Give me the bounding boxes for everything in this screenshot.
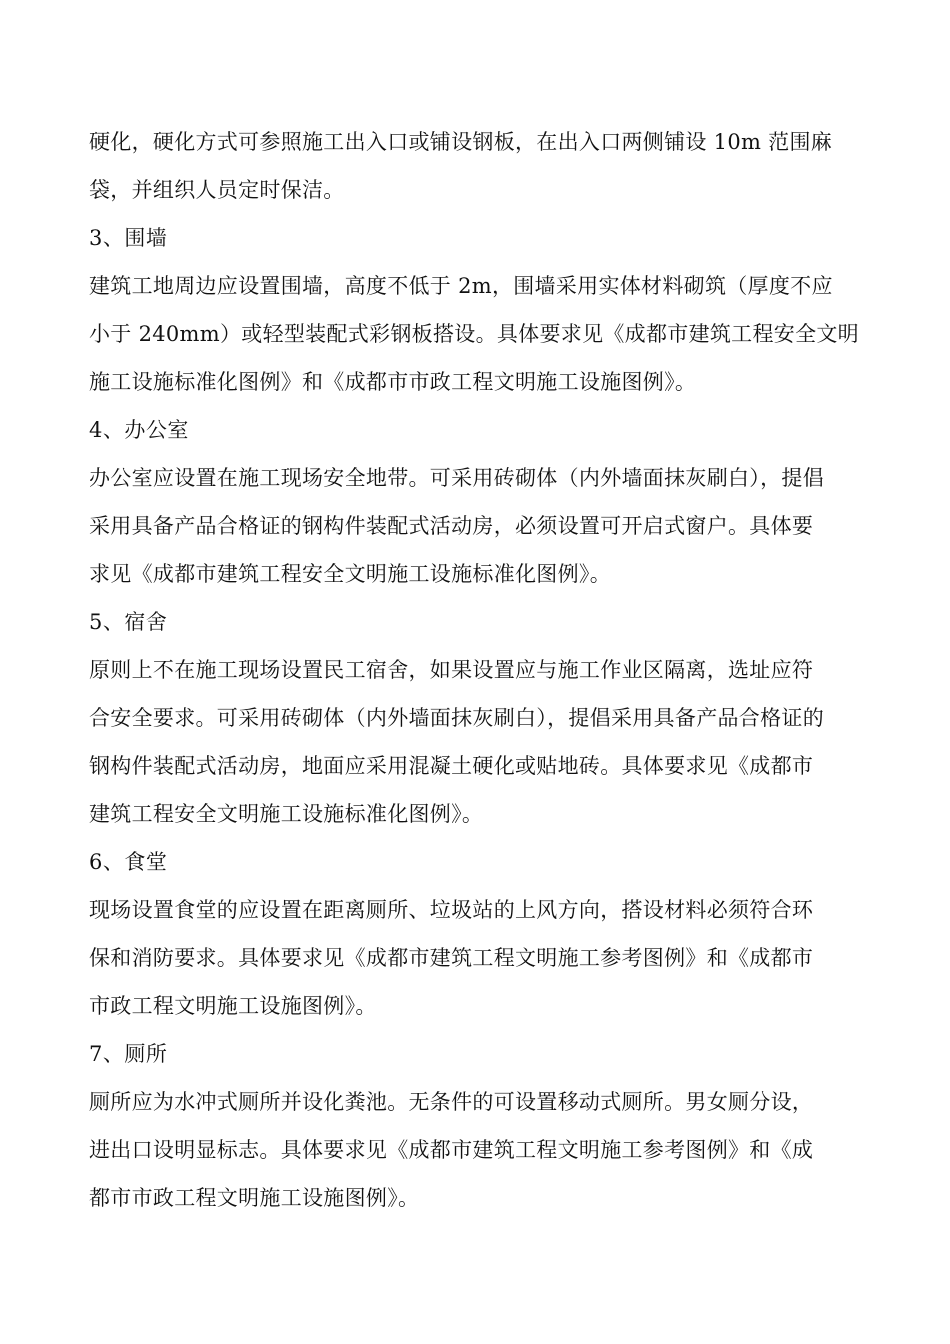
paragraph-line: 求见《成都市建筑工程安全文明施工设施标准化图例》。 (89, 562, 611, 586)
intro-paragraph (89, 118, 861, 214)
paragraph-line: 采用具备产品合格证的钢构件装配式活动房，必须设置可开启式窗户。具体要 (89, 514, 814, 538)
paragraph-line: 建筑工地周边应设置围墙，高度不低于 2m，围墙采用实体材料砌筑（厚度不应 (89, 274, 833, 298)
section-heading: 3、围墙 (89, 226, 168, 250)
paragraph-line: 钢构件装配式活动房，地面应采用混凝土硬化或贴地砖。具体要求见《成都市 (89, 754, 814, 778)
document-body (89, 118, 861, 1222)
paragraph-line: 袋，并组织人员定时保洁。 (89, 178, 345, 202)
paragraph-line: 办公室应设置在施工现场安全地带。可采用砖砌体（内外墙面抹灰刷白），提倡 (89, 466, 824, 490)
paragraph-line: 进出口设明显标志。具体要求见《成都市建筑工程文明施工参考图例》和《成 (89, 1138, 814, 1162)
section-office (89, 406, 861, 598)
section-heading: 7、厕所 (89, 1042, 168, 1066)
paragraph-line: 施工设施标准化图例》和《成都市市政工程文明施工设施图例》。 (89, 370, 697, 394)
section-canteen (89, 838, 861, 1030)
paragraph-line: 硬化，硬化方式可参照施工出入口或铺设钢板，在出入口两侧铺设 10m 范围麻 (89, 130, 833, 154)
section-heading: 4、办公室 (89, 418, 189, 442)
paragraph-line: 小于 240mm）或轻型装配式彩钢板搭设。具体要求见《成都市建筑工程安全文明 (89, 322, 859, 346)
section-heading: 5、宿舍 (89, 610, 168, 634)
section-toilet (89, 1030, 861, 1222)
section-dormitory (89, 598, 861, 838)
paragraph-line: 原则上不在施工现场设置民工宿舍，如果设置应与施工作业区隔离，选址应符 (89, 658, 814, 682)
paragraph-line: 现场设置食堂的应设置在距离厕所、垃圾站的上风方向，搭设材料必须符合环 (89, 898, 814, 922)
section-wall (89, 214, 861, 406)
paragraph-line: 都市市政工程文明施工设施图例》。 (89, 1186, 420, 1210)
paragraph-line: 建筑工程安全文明施工设施标准化图例》。 (89, 802, 484, 826)
section-heading: 6、食堂 (89, 850, 168, 874)
paragraph-line: 市政工程文明施工设施图例》。 (89, 994, 377, 1018)
paragraph-line: 合安全要求。可采用砖砌体（内外墙面抹灰刷白），提倡采用具备产品合格证的 (89, 706, 824, 730)
paragraph-line: 厕所应为水冲式厕所并设化粪池。无条件的可设置移动式厕所。男女厕分设， (89, 1090, 814, 1114)
paragraph-line: 保和消防要求。具体要求见《成都市建筑工程文明施工参考图例》和《成都市 (89, 946, 814, 970)
